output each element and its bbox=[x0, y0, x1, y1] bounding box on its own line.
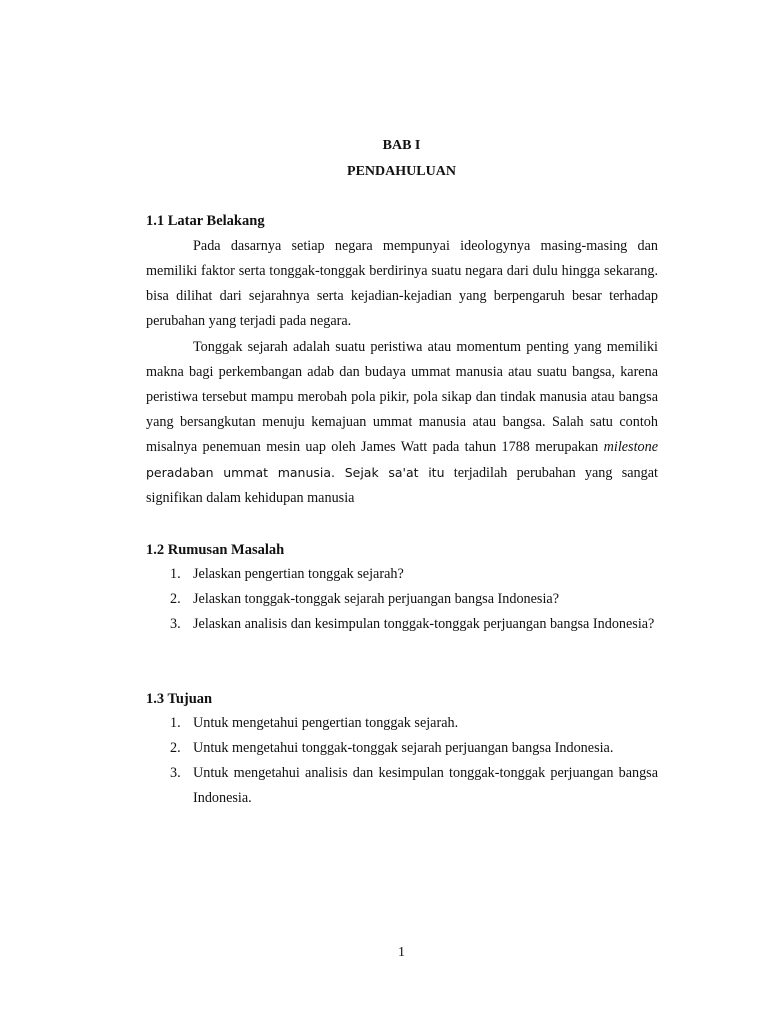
page-number: 1 bbox=[398, 945, 405, 960]
chapter-title: PENDAHULUAN bbox=[347, 164, 456, 179]
list-item bbox=[146, 587, 658, 612]
list-item-number: 3. bbox=[170, 616, 181, 632]
list-item-number: 1. bbox=[170, 566, 181, 582]
chapter-label: BAB I bbox=[382, 138, 421, 153]
section-heading-tujuan: 1.3 Tujuan bbox=[146, 691, 213, 707]
list-item-number: 2. bbox=[170, 591, 181, 607]
paragraph-latar-2-end: terjadilah perubahan yang sangat signifikan dalam kehidupan manusia bbox=[146, 465, 658, 506]
list-item bbox=[146, 612, 658, 637]
section-heading-latar-belakang: 1.1 Latar Belakang bbox=[146, 213, 265, 229]
list-item-text: Untuk mengetahui tonggak-tonggak sejarah perjuangan bangsa Indonesia. bbox=[193, 740, 614, 756]
list-item-number: 3. bbox=[170, 765, 181, 781]
list-item-text: Untuk mengetahui analisis dan kesimpulan tonggak-tonggak perjuangan bangsa Indonesia. bbox=[193, 765, 658, 806]
list-item-text: Untuk mengetahui pengertian tonggak sejarah. bbox=[193, 715, 459, 731]
list-item bbox=[146, 761, 658, 811]
section-heading-rumusan-masalah: 1.2 Rumusan Masalah bbox=[146, 542, 285, 558]
list-item-number: 2. bbox=[170, 740, 181, 756]
milestone-term: milestone bbox=[603, 439, 658, 455]
paragraph-latar-1: Pada dasarnya setiap negara mempunyai ideologynya masing-masing dan memiliki faktor serta tonggak-tonggak berdirinya suatu negara dari dulu hingga sekarang. bisa dilihat dari sejarahnya serta kejadian-kejadian yang berpengaruh besar terhadap perubahan yang terjadi pada negara. bbox=[146, 238, 658, 329]
list-item bbox=[146, 711, 658, 736]
paragraph-latar-2-sans: peradaban ummat manusia. Sejak sa'at itu bbox=[146, 465, 445, 480]
paragraph-latar-2-start: Tonggak sejarah adalah suatu peristiwa atau momentum penting yang memiliki makna bagi perkembangan adab dan budaya ummat manusia atau suatu bangsa, karena peristiwa tersebut mampu merobah pola pikir, pola sikap dan tindak manusia atau bangsa yang bersangkutan menuju kemajuan ummat manusia atau bangsa. Salah satu contoh misalnya penemuan mesin uap oleh James Watt pada tahun 1788 merupakan bbox=[146, 339, 658, 455]
tujuan-list bbox=[146, 711, 658, 811]
list-item-number: 1. bbox=[170, 715, 181, 731]
list-item-text: Jelaskan tonggak-tonggak sejarah perjuangan bangsa Indonesia? bbox=[193, 591, 559, 607]
paragraph-latar-2 bbox=[146, 335, 658, 511]
list-item bbox=[146, 736, 658, 761]
rumusan-list bbox=[146, 562, 658, 637]
list-item-text: Jelaskan analisis dan kesimpulan tonggak-tonggak perjuangan bangsa Indonesia? bbox=[193, 616, 655, 632]
list-item-text: Jelaskan pengertian tonggak sejarah? bbox=[193, 566, 404, 582]
list-item bbox=[146, 562, 658, 587]
